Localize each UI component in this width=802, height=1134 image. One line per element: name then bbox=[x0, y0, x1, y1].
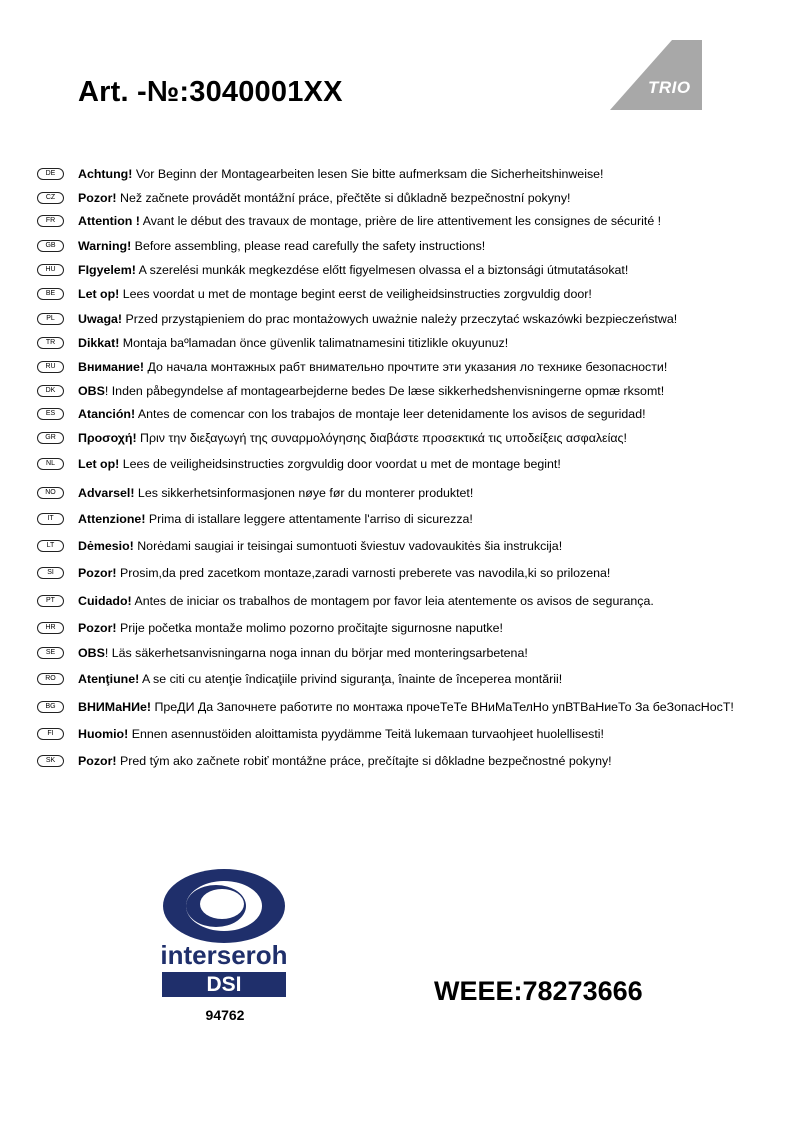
warning-row-es bbox=[37, 405, 646, 423]
language-badge: BG bbox=[37, 701, 64, 713]
warning-text bbox=[78, 213, 661, 229]
warning-row-si bbox=[37, 564, 610, 582]
warning-text bbox=[78, 699, 734, 715]
warning-row-fr bbox=[37, 212, 661, 230]
warning-heading: Pozor! bbox=[78, 566, 117, 580]
article-number: Art. -№:3040001XX bbox=[78, 76, 343, 108]
language-badge: GR bbox=[37, 432, 64, 444]
language-badge: SI bbox=[37, 567, 64, 579]
language-badge: PL bbox=[37, 313, 64, 325]
warning-row-no bbox=[37, 484, 473, 502]
warning-row-pl bbox=[37, 310, 677, 328]
warning-body: Przed przystąpieniem do prac montażowych uważnie należy przeczytać wskazówki bezpieczeństwa! bbox=[122, 312, 678, 326]
language-badge: IT bbox=[37, 513, 64, 525]
warning-body: A szerelési munkák megkezdése előtt figyelmesen olvassa el a biztonsági útmutatásokat! bbox=[135, 263, 629, 277]
warning-heading: Achtung! bbox=[78, 167, 133, 181]
language-badge: TR bbox=[37, 337, 64, 349]
language-badge: RO bbox=[37, 673, 64, 685]
warning-body: ! Inden påbegyndelse af montagearbejderne bedes De læse sikkerhedshenvisningerne opmæ rksomt! bbox=[104, 384, 665, 398]
warning-body: Prosim,da pred zacetkom montaze,zaradi varnosti preberete vas navodila,ki so prilozena! bbox=[116, 566, 611, 580]
language-badge: DK bbox=[37, 385, 64, 397]
warning-body: Vor Beginn der Montagearbeiten lesen Sie bitte aufmerksam die Sicherheitshinweise! bbox=[132, 167, 604, 181]
warning-body: Norėdami saugiai ir teisingai sumontuoti šviestuv vadovaukitės šia instrukcija! bbox=[133, 539, 563, 553]
warning-text bbox=[78, 671, 562, 687]
language-badge: NO bbox=[37, 487, 64, 499]
warning-body: ПреДИ Да Започнете работите по монтажа прочеТеТе ВНиМаТелНо упВТВаНиеТо За беЗопасНосТ! bbox=[151, 700, 734, 714]
warning-row-se bbox=[37, 644, 528, 662]
language-badge: FI bbox=[37, 728, 64, 740]
warning-row-pt bbox=[37, 592, 654, 610]
warning-row-gr bbox=[37, 429, 627, 447]
warning-text bbox=[78, 726, 604, 742]
warning-body: Lees voordat u met de montage begint eerst de veiligheidsinstructies zorgvuldig door! bbox=[119, 287, 592, 301]
warning-heading: Attention ! bbox=[78, 214, 140, 228]
warning-text bbox=[78, 538, 562, 554]
warning-row-bg bbox=[37, 698, 734, 716]
warning-body: Lees de veiligheidsinstructies zorgvuldig door voordat u met de montage begint! bbox=[119, 457, 561, 471]
warning-body: Avant le début des travaux de montage, prière de lire attentivement les consignes de sécurité ! bbox=[139, 214, 662, 228]
warning-heading: OBS bbox=[78, 384, 105, 398]
warning-text bbox=[78, 645, 528, 661]
logo-swirl-gap bbox=[200, 889, 244, 919]
warning-heading: Atenţiune! bbox=[78, 672, 140, 686]
warning-body: Antes de comencar con los trabajos de montaje leer detenidamente los avisos de seguridad! bbox=[135, 407, 646, 421]
language-badge: GB bbox=[37, 240, 64, 252]
language-badge: CZ bbox=[37, 192, 64, 204]
warning-text bbox=[78, 262, 628, 278]
language-badge: NL bbox=[37, 458, 64, 470]
language-badge: RU bbox=[37, 361, 64, 373]
language-badge: DE bbox=[37, 168, 64, 180]
warning-text bbox=[78, 620, 503, 636]
trio-brand-text: TRIO bbox=[648, 78, 691, 97]
weee-number: WEEE:78273666 bbox=[434, 976, 643, 1006]
warning-heading: Advarsel! bbox=[78, 486, 135, 500]
warning-heading: Warning! bbox=[78, 239, 132, 253]
warning-row-it bbox=[37, 510, 473, 528]
warning-body: Prima di istallare leggere attentamente l'arriso di sicurezza! bbox=[145, 512, 473, 526]
language-badge: LT bbox=[37, 540, 64, 552]
warning-body: Antes de iniciar os trabalhos de montagem por favor leia atentemente os avisos de segurança. bbox=[131, 594, 654, 608]
warning-text bbox=[78, 430, 627, 446]
warning-body: Les sikkerhetsinformasjonen nøye før du monterer produktet! bbox=[134, 486, 474, 500]
warning-row-cz bbox=[37, 189, 570, 207]
warning-heading: Dėmesio! bbox=[78, 539, 134, 553]
warning-row-sk bbox=[37, 752, 612, 770]
warning-row-ro bbox=[37, 670, 562, 688]
warning-row-nl bbox=[37, 455, 561, 473]
warning-text bbox=[78, 190, 570, 206]
warning-heading: Dikkat! bbox=[78, 336, 120, 350]
warning-body: Πριν την διεξαγωγή της συναρμολόγησης διαβάστε προσεκτικά τις υποδείξεις ασφαλείας! bbox=[136, 431, 627, 445]
warning-heading: Προσοχή! bbox=[78, 431, 137, 445]
language-badge: SK bbox=[37, 755, 64, 767]
warning-heading: Uwaga! bbox=[78, 312, 123, 326]
language-badge: ES bbox=[37, 408, 64, 420]
warning-row-fi bbox=[37, 725, 604, 743]
warning-heading: Let op! bbox=[78, 287, 120, 301]
language-badge: HU bbox=[37, 264, 64, 276]
warning-heading: Attenzione! bbox=[78, 512, 146, 526]
warning-heading: FIgyelem! bbox=[78, 263, 136, 277]
warning-body: Before assembling, please read carefully the safety instructions! bbox=[131, 239, 486, 253]
language-badge: PT bbox=[37, 595, 64, 607]
dsi-band: DSI bbox=[162, 972, 286, 997]
warning-text bbox=[78, 311, 677, 327]
warning-heading: ВНИМаНИе! bbox=[78, 700, 152, 714]
warning-text bbox=[78, 456, 561, 472]
interseroh-wordmark: interseroh bbox=[160, 940, 288, 970]
warning-text bbox=[78, 359, 667, 375]
warning-heading: Huomio! bbox=[78, 727, 129, 741]
warning-heading: Let op! bbox=[78, 457, 120, 471]
warning-text bbox=[78, 383, 664, 399]
warning-row-tr bbox=[37, 334, 508, 352]
warning-text bbox=[78, 753, 612, 769]
warning-body: Než začnete provádět montážní práce, přečtěte si důkladně bezpečnostní pokyny! bbox=[116, 191, 571, 205]
warning-body: Ennen asennustöiden aloittamista pyydämme Teitä lukemaan turvaohjeet huolellisesti! bbox=[128, 727, 604, 741]
warning-row-lt bbox=[37, 537, 562, 555]
warning-text bbox=[78, 238, 485, 254]
warning-row-dk bbox=[37, 382, 664, 400]
warning-heading: Atanción! bbox=[78, 407, 136, 421]
warning-body: Prije početka montaže molimo pozorno pročitajte sigurnosne naputke! bbox=[116, 621, 503, 635]
warning-text bbox=[78, 166, 604, 182]
warning-heading: Pozor! bbox=[78, 754, 117, 768]
warning-text bbox=[78, 511, 473, 527]
warning-text bbox=[78, 565, 610, 581]
language-badge: FR bbox=[37, 215, 64, 227]
warning-body: Montaja baºlamadan önce güvenlik talimatnamesini titizlikle okuyunuz! bbox=[119, 336, 509, 350]
language-badge: BE bbox=[37, 288, 64, 300]
language-badge: HR bbox=[37, 622, 64, 634]
warning-heading: OBS bbox=[78, 646, 105, 660]
warning-row-hu bbox=[37, 261, 628, 279]
warning-text bbox=[78, 335, 508, 351]
warning-heading: Pozor! bbox=[78, 621, 117, 635]
warning-body: A se citi cu atenţie îndicaţiile privind siguranţa, înainte de începerea montării! bbox=[139, 672, 563, 686]
warning-body: ! Läs säkerhetsanvisningarna noga innan du börjar med monteringsarbetena! bbox=[104, 646, 528, 660]
dsi-number: 94762 bbox=[205, 1007, 245, 1023]
warning-row-ru bbox=[37, 358, 667, 376]
warning-heading: Pozor! bbox=[78, 191, 117, 205]
warning-row-gb bbox=[37, 237, 485, 255]
warning-text bbox=[78, 485, 473, 501]
warning-body: Pred tým ako začnete robiť montážne práce, prečítajte si dôkladne bezpečnostné pokyny! bbox=[116, 754, 612, 768]
warning-row-hr bbox=[37, 619, 503, 637]
warning-body: До начала монтажных рабт внимательно прочтите эти указания ло технике безопасности! bbox=[144, 360, 668, 374]
warning-heading: Cuidado! bbox=[78, 594, 132, 608]
warning-text bbox=[78, 593, 654, 609]
warning-row-de bbox=[37, 165, 604, 183]
language-badge: SE bbox=[37, 647, 64, 659]
warning-text bbox=[78, 406, 646, 422]
warning-heading: Внимание! bbox=[78, 360, 145, 374]
warning-row-be bbox=[37, 285, 592, 303]
warning-text bbox=[78, 286, 592, 302]
